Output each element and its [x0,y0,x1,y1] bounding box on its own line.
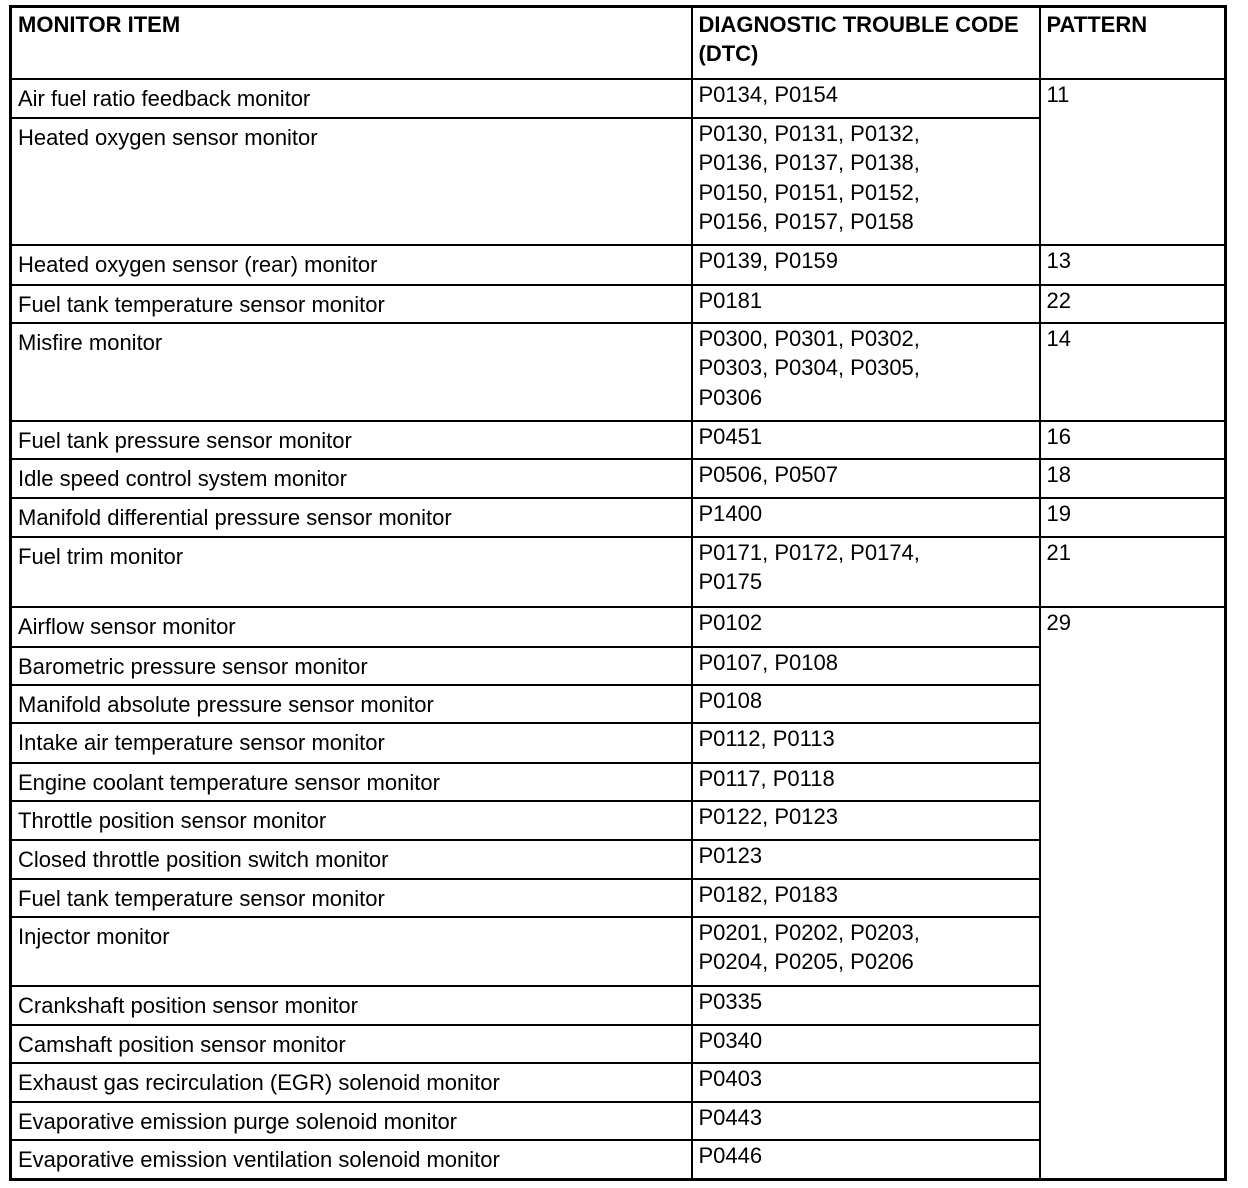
monitor-item-text: Fuel trim monitor [18,543,184,569]
dtc-text: P0123 [698,842,763,868]
dtc-text: P0117, P0118 [698,765,835,791]
dtc-cell [692,647,1040,685]
pattern-text: 18 [1046,461,1071,487]
monitor-item-cell [11,723,692,763]
dtc-text: P0122, P0123 [698,803,838,829]
dtc-cell [692,421,1040,459]
monitor-item-cell [11,917,692,986]
monitor-item-text: Idle speed control system monitor [18,465,347,491]
monitor-item-cell [11,647,692,685]
monitor-item-text: Intake air temperature sensor monitor [18,729,385,755]
monitor-item-text: Fuel tank pressure sensor monitor [18,427,352,453]
monitor-item-cell [11,1063,692,1102]
dtc-cell [692,323,1040,421]
dtc-text: P0134, P0154 [698,81,838,107]
pattern-cell [1040,79,1226,245]
monitor-item-cell [11,1025,692,1063]
dtc-text: P0139, P0159 [698,247,838,273]
monitor-item-text: Fuel tank temperature sensor monitor [18,885,385,911]
monitor-item-text: Airflow sensor monitor [18,613,236,639]
dtc-cell [692,498,1040,537]
dtc-text: P0171, P0172, P0174, P0175 [698,539,920,594]
monitor-item-text: Evaporative emission ventilation solenoid monitor [18,1146,500,1172]
dtc-text: P0182, P0183 [698,881,838,907]
monitor-item-text: Crankshaft position sensor monitor [18,992,358,1018]
dtc-cell [692,118,1040,245]
monitor-item-cell [11,986,692,1025]
table-row [11,79,1226,118]
table-row [11,245,1226,285]
monitor-item-cell [11,79,692,118]
monitor-item-text: Manifold absolute pressure sensor monitor [18,691,434,717]
dtc-cell [692,801,1040,840]
dtc-text: P0451 [698,423,763,449]
pattern-cell [1040,245,1226,285]
dtc-cell [692,607,1040,647]
dtc-text: P1400 [698,500,763,526]
monitor-item-cell [11,421,692,459]
dtc-text: P0443 [698,1104,763,1130]
monitor-item-text: Closed throttle position switch monitor [18,846,389,872]
dtc-text: P0340 [698,1027,763,1053]
dtc-text: P0335 [698,988,763,1014]
monitor-item-cell [11,685,692,723]
monitor-item-cell [11,1140,692,1180]
dtc-text: P0300, P0301, P0302, P0303, P0304, P0305, P0306 [698,325,920,410]
dtc-text: P0107, P0108 [698,649,838,675]
monitor-item-text: Heated oxygen sensor monitor [18,124,318,150]
monitor-item-cell [11,459,692,498]
pattern-text: 11 [1046,81,1070,107]
table-body [11,79,1226,1180]
monitor-item-text: Fuel tank temperature sensor monitor [18,291,385,317]
dtc-text: P0403 [698,1065,763,1091]
monitor-item-text: Injector monitor [18,923,170,949]
dtc-text: P0201, P0202, P0203, P0204, P0205, P0206 [698,919,920,974]
pattern-text: 14 [1046,325,1071,351]
dtc-text: P0181 [698,287,763,313]
pattern-cell [1040,421,1226,459]
table-row [11,421,1226,459]
dtc-cell [692,285,1040,323]
monitor-item-cell [11,537,692,607]
monitor-item-text: Camshaft position sensor monitor [18,1031,346,1057]
pattern-cell [1040,607,1226,1180]
header-dtc: DIAGNOSTIC TROUBLE CODE (DTC) [692,7,1040,79]
dtc-cell [692,79,1040,118]
header-pattern: PATTERN [1040,7,1226,79]
monitor-item-cell [11,285,692,323]
dtc-text: P0130, P0131, P0132, P0136, P0137, P0138, P0150, P0151, P0152, P0156, P0157, P0158 [698,120,920,234]
pattern-cell [1040,498,1226,537]
monitor-item-cell [11,245,692,285]
pattern-text: 29 [1046,609,1071,635]
dtc-text: P0506, P0507 [698,461,838,487]
header-monitor-item: MONITOR ITEM [11,7,692,79]
dtc-cell [692,763,1040,801]
monitor-item-cell [11,763,692,801]
monitor-item-text: Manifold differential pressure sensor monitor [18,504,452,530]
monitor-item-cell [11,607,692,647]
monitor-item-text: Heated oxygen sensor (rear) monitor [18,251,378,277]
table-row [11,607,1226,647]
dtc-cell [692,986,1040,1025]
pattern-text: 22 [1046,287,1071,313]
pattern-cell [1040,285,1226,323]
table-row [11,323,1226,421]
table-row [11,285,1226,323]
table-row [11,498,1226,537]
monitor-item-text: Exhaust gas recirculation (EGR) solenoid monitor [18,1069,500,1095]
dtc-cell [692,1063,1040,1102]
monitor-item-text: Air fuel ratio feedback monitor [18,85,311,111]
dtc-text: P0108 [698,687,763,713]
pattern-cell [1040,459,1226,498]
dtc-cell [692,685,1040,723]
monitor-item-cell [11,879,692,917]
monitor-item-cell [11,323,692,421]
table-header-row [11,7,1226,79]
dtc-monitor-table [9,5,1227,1181]
dtc-cell [692,537,1040,607]
dtc-cell [692,879,1040,917]
table-row [11,459,1226,498]
pattern-cell [1040,323,1226,421]
dtc-cell [692,459,1040,498]
monitor-item-cell [11,1102,692,1140]
monitor-item-text: Misfire monitor [18,329,163,355]
monitor-item-cell [11,801,692,840]
dtc-text: P0102 [698,609,763,635]
dtc-text: P0446 [698,1142,763,1168]
dtc-cell [692,1140,1040,1180]
pattern-text: 19 [1046,500,1071,526]
pattern-cell [1040,537,1226,607]
pattern-text: 16 [1046,423,1071,449]
monitor-item-text: Barometric pressure sensor monitor [18,653,368,679]
pattern-text: 21 [1046,539,1071,565]
dtc-cell [692,1102,1040,1140]
dtc-cell [692,723,1040,763]
dtc-cell [692,1025,1040,1063]
monitor-item-cell [11,498,692,537]
dtc-text: P0112, P0113 [698,725,835,751]
monitor-item-cell [11,118,692,245]
monitor-item-cell [11,840,692,879]
dtc-cell [692,245,1040,285]
monitor-item-text: Evaporative emission purge solenoid monitor [18,1108,458,1134]
monitor-item-text: Engine coolant temperature sensor monitor [18,769,440,795]
dtc-cell [692,840,1040,879]
monitor-item-text: Throttle position sensor monitor [18,807,327,833]
pattern-text: 13 [1046,247,1071,273]
dtc-cell [692,917,1040,986]
table-row [11,537,1226,607]
